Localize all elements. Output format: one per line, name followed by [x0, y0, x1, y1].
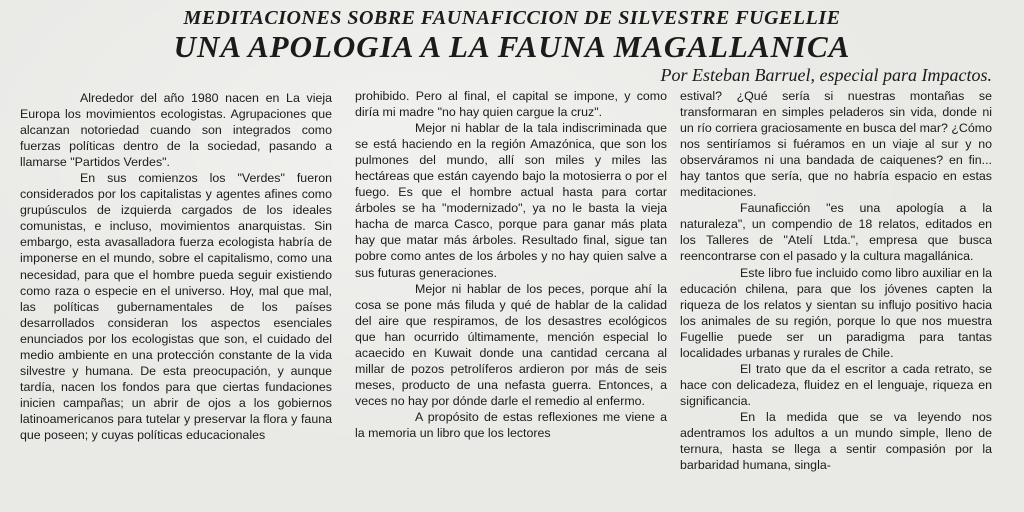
paragraph: Este libro fue incluido como libro auxiliar en la educación chilena, para que los jóvenes capten la riqueza de los relatos y sientan su influjo positivo hacia los animales de su región, porque lo que nos muestra Fugellie puede ser un paradigma para tantas localidades urbanas y rurales de Chile. — [680, 265, 992, 360]
paragraph: Mejor ni hablar de la tala indiscriminada que se está haciendo en la región Amazónica, que son los pulmones del mundo, allí son miles y miles las hectáreas que están cayendo bajo la motosierra o por el fuego. Es que el hombre actual hasta para cortar árboles se ha "modernizado", ya no le basta la vieja hacha de marca Casco, porque para ganar más plata hay que matar más árboles. Resultado final, sigue tan pobre como antes de los árboles y no hay quien salve a sus futuras generaciones. — [355, 121, 667, 280]
text-column-1 — [20, 90, 332, 443]
paragraph: A propósito de estas reflexiones me viene a la memoria un libro que los lectores — [355, 409, 667, 440]
text-column-3 — [680, 88, 992, 473]
text-column-2 — [355, 88, 667, 441]
paragraph: Mejor ni hablar de los peces, porque ahí la cosa se pone más filuda y qué de hablar de la calidad del aire que respiramos, de los desastres ecológicos que han ocurrido últimamente, mención especial lo acaecido en Kuwait donde una cantidad cercana al millar de pozos petrolíferos ardieron por más de seis meses, producto de una nefasta guerra. Entonces, a veces no hay por dónde darle el remedio al enfermo. — [355, 281, 667, 408]
paragraph: Faunaficción "es una apología a la naturaleza", un compendio de 18 relatos, editados en los Talleres de "Atelí Ltda.", empresa que busca reencontrarse con el pasado y la cultura magallánica. — [680, 201, 992, 264]
paragraph: Alrededor del año 1980 nacen en La vieja Europa los movimientos ecologistas. Agrupaciones que alcanzan notoriedad cuando son integrados como fuerzas políticas dentro de la sociedad, pasando a llamarse "Partidos Verdes". — [20, 91, 332, 170]
paragraph: prohibido. Pero al final, el capital se impone, y como diría mi madre "no hay quien cargue la cruz". — [355, 89, 667, 120]
paragraph: estival? ¿Qué sería si nuestras montañas se transformaran en simples peladeros sin vida, donde ni un río corriera graciosamente en busca del mar? ¿Cómo nos sentiríamos si fuéramos en un viaje al sur y no observáramos ni una bandada de caiquenes? en fin... hay tantos que sería, que no habría espacio en estas meditaciones. — [680, 89, 992, 200]
article-kicker: MEDITACIONES SOBRE FAUNAFICCION DE SILVESTRE FUGELLIE — [183, 7, 841, 29]
paragraph: El trato que da el escritor a cada retrato, se hace con delicadeza, fluidez en el lenguaje, riqueza en significancia. — [680, 361, 992, 408]
article-headline: UNA APOLOGIA A LA FAUNA MAGALLANICA — [173, 29, 851, 64]
paragraph: En la medida que se va leyendo nos adentramos los adultos a un mundo simple, lleno de ternura, hasta se llega a sentir compasión por la barbaridad humana, singla- — [680, 409, 992, 473]
paragraph: En sus comienzos los "Verdes" fueron considerados por los capitalistas y agentes afines como grupúsculos de izquierda cargados de los ideales comunistas, e incluso, movimientos anarquistas. Sin embargo, esta avasalladora fuerza ecologista habría de imponerse en el mundo, sobre el capitalismo, como una necesidad, para que el hombre pueda seguir existiendo como raza o especie en el universo. Hoy, mal que mal, las políticas gubernamentales de los países desarrollados consideran los aspectos esenciales enunciados por los ecologistas que son, el cuidado del medio ambiente en una protección constante de la vida silvestre y humana. De esta preocupación, y aunque tardía, nacen los fondos para que ciertas fundaciones inicien campañas; un abrir de ojos a los gobiernos latinoamericanos para tutelar y preservar la flora y fauna que poseen; y cuyas políticas educacionales — [20, 171, 332, 442]
article-byline: Por Esteban Barruel, especial para Impactos. — [660, 65, 992, 85]
